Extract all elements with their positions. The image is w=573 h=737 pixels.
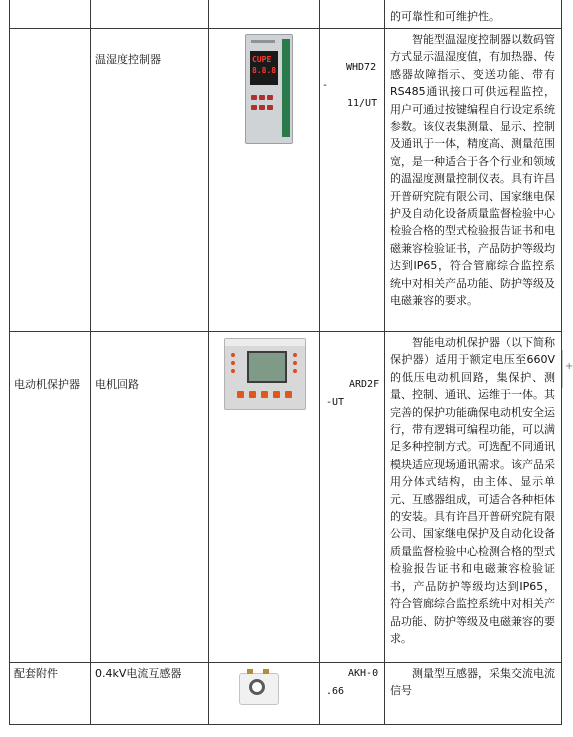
margin-marker-label: + [565, 361, 573, 372]
motor-protector-icon [224, 338, 306, 410]
model-cell [320, 663, 385, 725]
category-label: 电动机保护器 [14, 378, 80, 391]
table-row [10, 29, 562, 332]
description-cell [385, 332, 562, 663]
name-cell [91, 29, 209, 332]
model-line-1: WHD72 [346, 62, 377, 73]
table-row [10, 332, 562, 663]
image-cell [209, 332, 320, 663]
image-cell [209, 29, 320, 332]
description-text: 测量型互感器，采集交流电流信号 [390, 667, 555, 698]
name-cell [91, 332, 209, 663]
model-line-2: 11/UT [347, 98, 378, 109]
category-label: 配套附件 [14, 667, 58, 680]
category-cell [10, 663, 91, 725]
model-line-1: AKH-0 [348, 668, 379, 679]
table-row [10, 663, 562, 725]
model-cell [320, 0, 385, 29]
description-cell [385, 663, 562, 725]
current-transformer-icon [239, 671, 277, 705]
description-text: 智能型温湿度控制器以数码管方式显示温湿度值，有加热器、传感器故障指示、变送功能、带有RS485通讯接口可供远程监控，用户可通过按键编程自行设定系统参数。该仪表集测量、显示、控制及通讯于一体，精度高、测量范围宽，是一种适合于各个行业和领域的温湿度测量控制仪表。具有许昌开普研究院有限公司、国家继电保护及自动化设备质量监督检验中心检验合格的型式检验报告证书和电磁兼容检验证书，产品防护等级均达到IP65，符合管廊综合监控系统中对相关产品功能、防护等级及电磁兼容的要求。 [390, 33, 555, 308]
image-cell [209, 0, 320, 29]
table-row [10, 0, 562, 29]
controller-display: CUPE [252, 55, 272, 64]
model-line-2: -UT [326, 397, 345, 408]
model-line-1: ARD2F [349, 379, 380, 390]
category-cell [10, 29, 91, 332]
product-name: 温湿度控制器 [95, 53, 161, 66]
image-cell [209, 663, 320, 725]
product-spec-table [9, 0, 562, 725]
name-cell [91, 663, 209, 725]
product-name: 电机回路 [95, 378, 139, 391]
model-cell [320, 29, 385, 332]
margin-marker [562, 350, 573, 388]
description-text: 智能电动机保护器（以下简称保护器）适用于额定电压至660V的低压电动机回路，集保护、测量、控制、通讯、运维于一体。其完善的保护功能确保电动机安全运行，带有逻辑可编程功能，可以满足多种控制方式。可选配不同通讯模块适应现场通讯需求。该产品采用分体式结构，由主体、显示单元、互感器组成，可适合各种柜体的安装。具有许昌开普研究院有限公司、国家继电保护及自动化设备质量监督检验中心检测合格的型式检验报告证书和电磁兼容检验证书，产品防护等级均达到IP65，符合管廊综合监控系统中对相关产品功能、防护等级及电磁兼容的要求。 [390, 336, 555, 645]
category-cell [10, 0, 91, 29]
description-cell [385, 29, 562, 332]
category-cell [10, 332, 91, 663]
model-dash: - [322, 80, 329, 91]
model-cell [320, 332, 385, 663]
model-line-2: .66 [326, 686, 345, 697]
name-cell [91, 0, 209, 29]
temperature-humidity-controller-icon: CUPE 8.8.8 [245, 34, 293, 144]
description-cell [385, 0, 562, 29]
product-name: 0.4kV电流互感器 [95, 667, 182, 680]
description-text: 的可靠性和可维护性。 [390, 10, 500, 23]
